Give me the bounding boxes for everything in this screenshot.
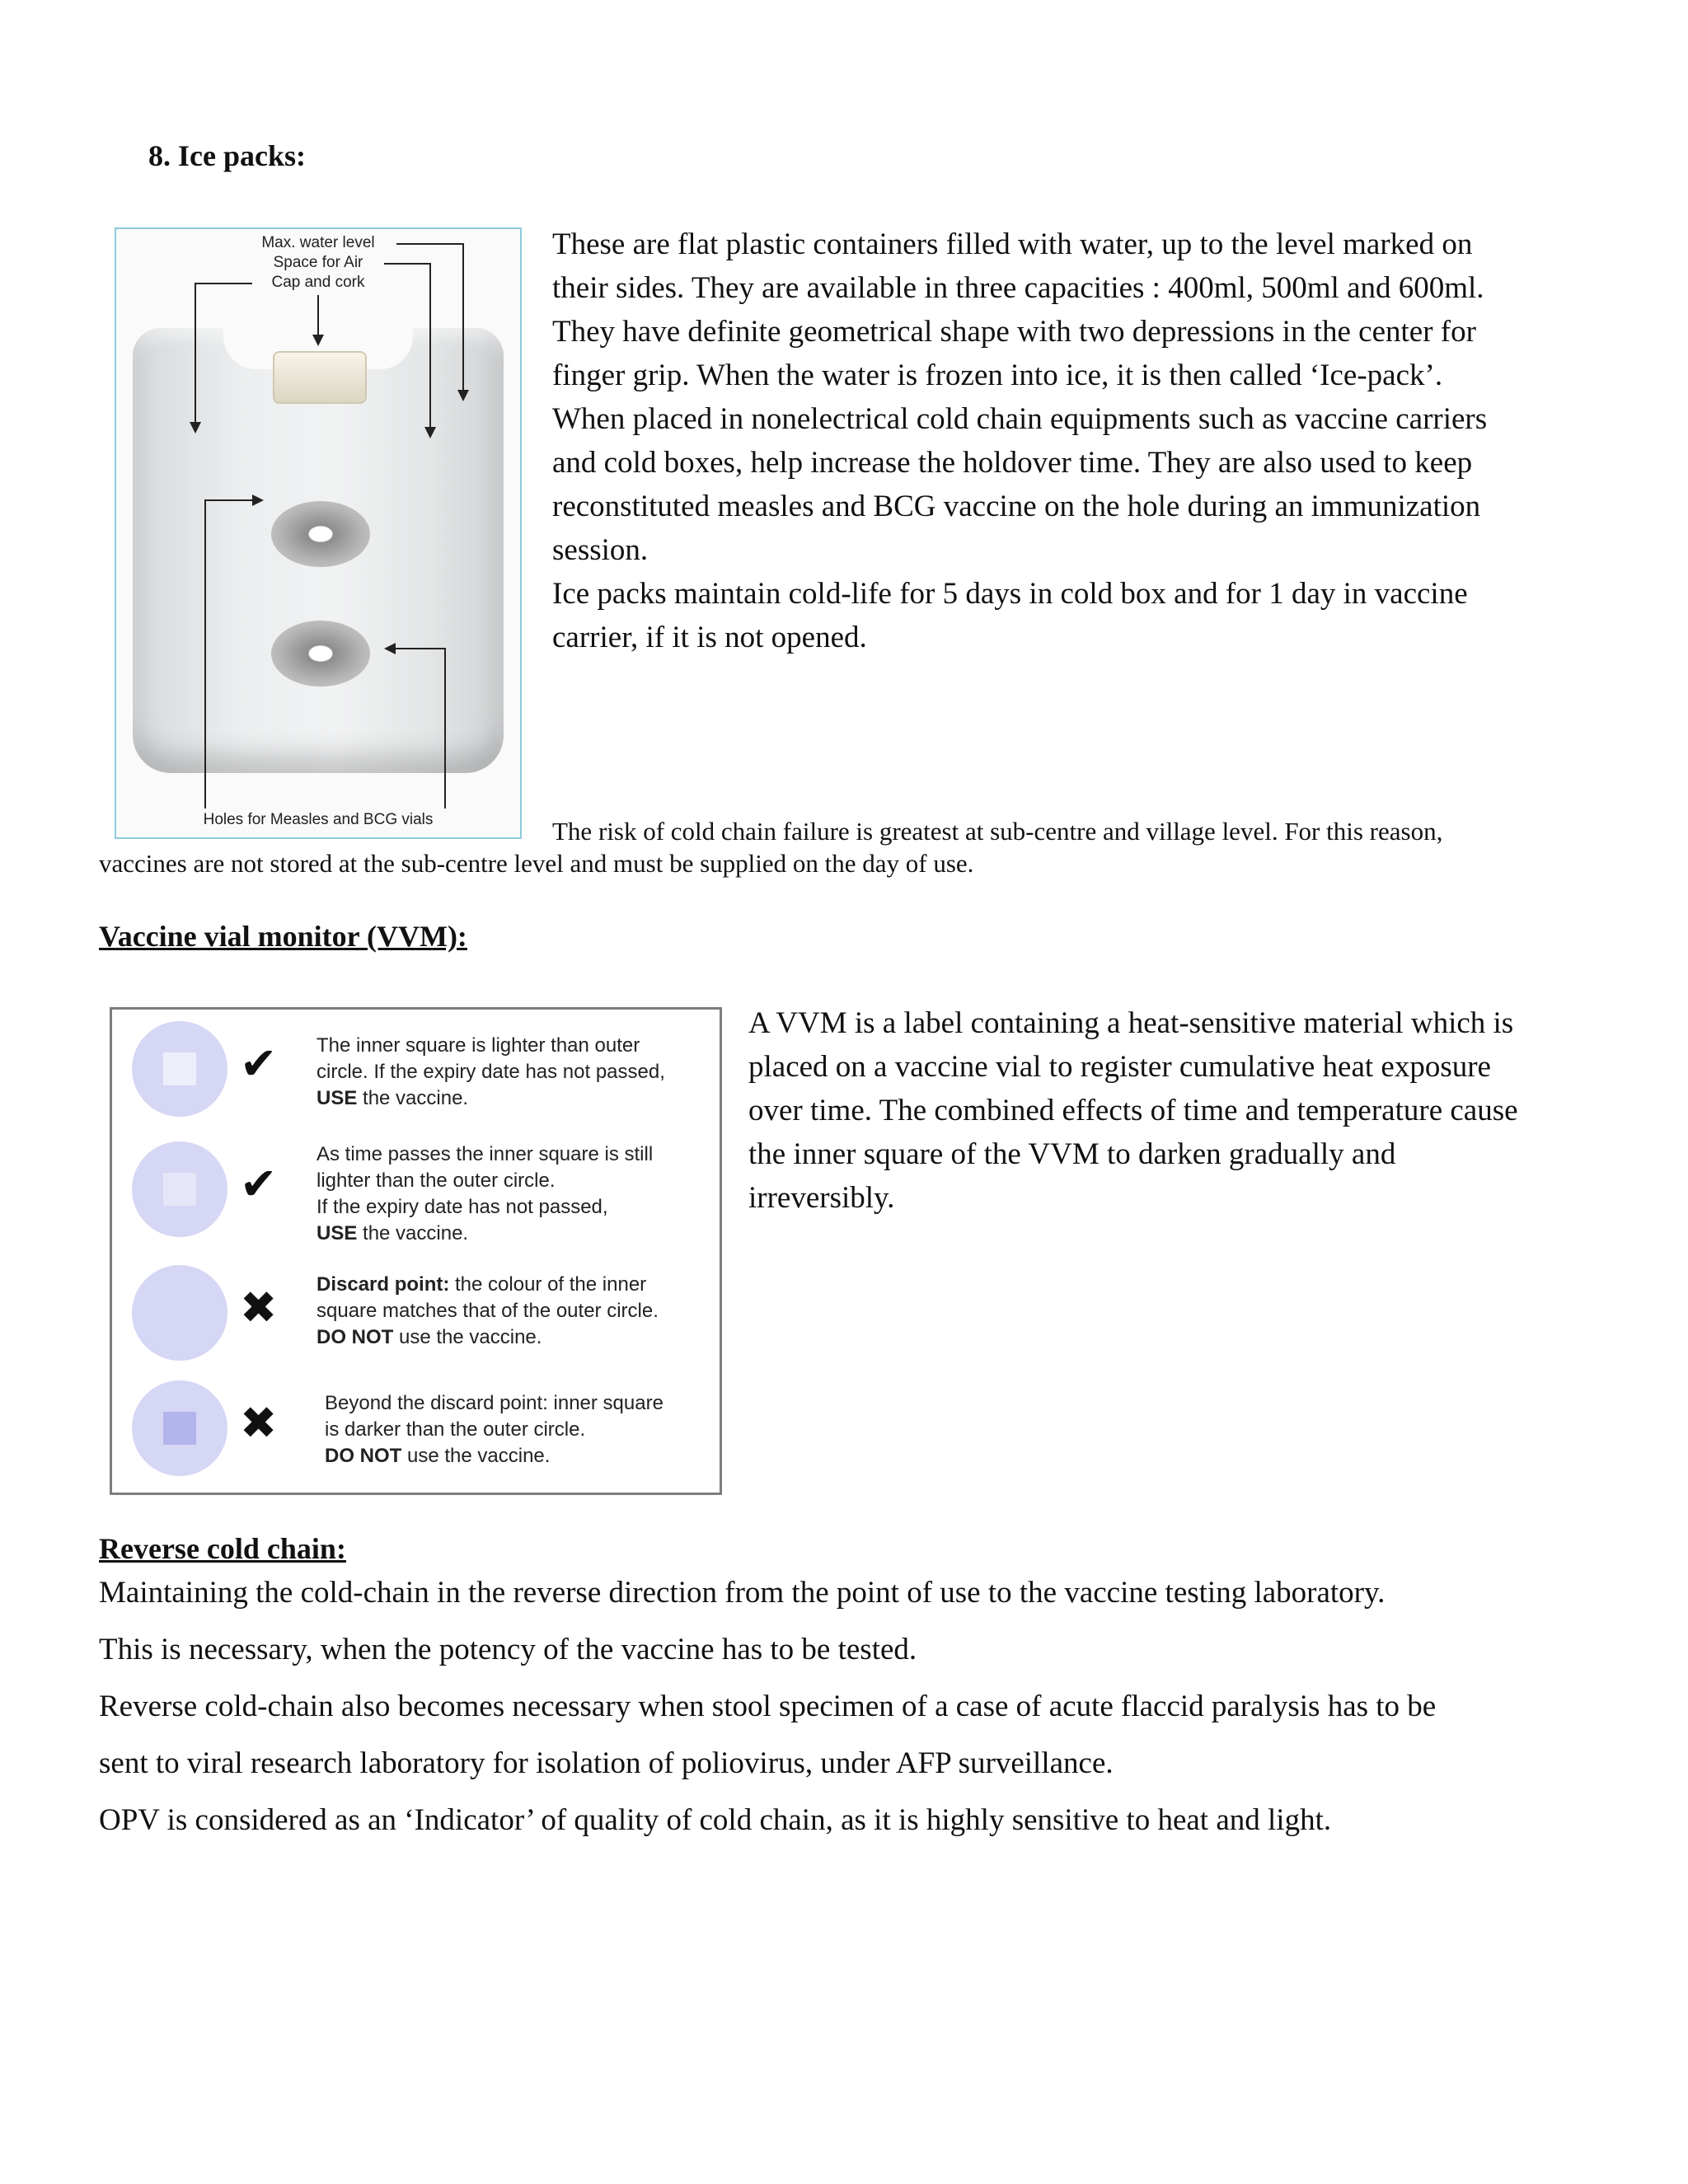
risk-note-line-2: vaccines are not stored at the sub-centre level and must be supplied on the day of use.	[99, 849, 974, 878]
vvm-line: the inner square of the VVM to darken gradually and	[748, 1137, 1396, 1171]
vvm-row-use	[112, 1021, 720, 1128]
reverse-cold-chain-text	[99, 1564, 1665, 1849]
label-cap-and-cork: Cap and cork	[271, 274, 365, 291]
vvm-line: irreversibly.	[748, 1181, 895, 1215]
reverse-cold-chain-heading: Reverse cold chain:	[99, 1532, 346, 1565]
vvm-row-discard-point	[112, 1265, 720, 1372]
reverse-cold-chain-line: This is necessary, when the potency of the vaccine has to be tested.	[99, 1633, 917, 1666]
vvm-line: A VVM is a label containing a heat-sensitive material which is	[748, 1006, 1514, 1040]
vvm-row-text: As time passes the inner square is still lighter than the outer circle. If the expiry date has not passed, USE the vaccine.	[316, 1143, 654, 1244]
risk-note-line-1: The risk of cold chain failure is greatest at sub-centre and village level. For this reason,	[552, 817, 1443, 846]
vvm-row-text: Discard point: the colour of the inner square matches that of the outer circle. DO NOT use the vaccine.	[316, 1273, 659, 1348]
vvm-outer-circle	[132, 1265, 227, 1361]
ice-pack-line: Ice packs maintain cold-life for 5 days in cold box and for 1 day in vaccine	[552, 577, 1468, 611]
upper-vial-hole	[271, 501, 370, 567]
label-space-for-air: Space for Air	[273, 254, 363, 271]
ice-pack-figure	[115, 227, 522, 839]
vvm-inner-square	[163, 1052, 196, 1085]
ice-pack-line: reconstituted measles and BCG vaccine on the hole during an immunization	[552, 490, 1481, 523]
vvm-row-text: Beyond the discard point: inner square is darker than the outer circle. DO NOT use the vaccine.	[325, 1392, 663, 1467]
ice-pack-line: finger grip. When the water is frozen into ice, it is then called ‘Ice-pack’.	[552, 359, 1443, 392]
vvm-line: over time. The combined effects of time and temperature cause	[748, 1094, 1518, 1127]
ice-pack-line: carrier, if it is not opened.	[552, 621, 867, 654]
vvm-row-use-still-lighter	[112, 1141, 720, 1249]
vvm-row-beyond-discard	[112, 1380, 720, 1488]
vvm-heading: Vaccine vial monitor (VVM):	[99, 920, 467, 953]
vvm-inner-square	[163, 1173, 196, 1206]
reverse-cold-chain-line: sent to viral research laboratory for isolation of poliovirus, under AFP surveillance.	[99, 1746, 1114, 1780]
vvm-figure	[110, 1007, 722, 1495]
ice-pack-line: When placed in nonelectrical cold chain equipments such as vaccine carriers	[552, 402, 1488, 436]
label-max-water-level: Max. water level	[261, 234, 375, 251]
vvm-outer-circle	[132, 1380, 227, 1476]
vvm-row-text: The inner square is lighter than outer circle. If the expiry date has not passed, USE the vaccine.	[316, 1034, 665, 1109]
vvm-outer-circle	[132, 1141, 227, 1237]
reverse-cold-chain-line: Reverse cold-chain also becomes necessary when stool specimen of a case of acute flaccid paralysis has to be	[99, 1690, 1437, 1723]
vvm-outer-circle	[132, 1021, 227, 1117]
cross-icon: ✖	[240, 1397, 278, 1449]
checkmark-icon: ✔	[240, 1158, 278, 1210]
checkmark-icon: ✔	[240, 1038, 278, 1090]
ice-pack-line: and cold boxes, help increase the holdover time. They are also used to keep	[552, 446, 1473, 480]
section-heading-ice-packs: 8. Ice packs:	[148, 139, 306, 172]
reverse-cold-chain-line: Maintaining the cold-chain in the reverse direction from the point of use to the vaccine testing laboratory.	[99, 1576, 1386, 1610]
ice-pack-line: They have definite geometrical shape with two depressions in the center for	[552, 315, 1476, 349]
vvm-description	[748, 1001, 1655, 1220]
reverse-cold-chain-line: OPV is considered as an ‘Indicator’ of quality of cold chain, as it is highly sensitive to heat and light.	[99, 1803, 1332, 1837]
ice-pack-image	[133, 328, 504, 773]
ice-pack-line: their sides. They are available in three capacities : 400ml, 500ml and 600ml.	[552, 271, 1484, 305]
vvm-line: placed on a vaccine vial to register cumulative heat exposure	[748, 1050, 1491, 1084]
cap-and-cork-shape	[273, 351, 367, 404]
ice-pack-line: These are flat plastic containers filled with water, up to the level marked on	[552, 227, 1473, 261]
ice-pack-description	[552, 223, 1640, 659]
lower-vial-hole	[271, 621, 370, 687]
label-holes-measles-bcg: Holes for Measles and BCG vials	[203, 811, 434, 828]
vvm-inner-square	[163, 1296, 196, 1329]
ice-pack-line: session.	[552, 533, 649, 567]
vvm-inner-square	[163, 1412, 196, 1445]
cross-icon: ✖	[240, 1282, 278, 1333]
